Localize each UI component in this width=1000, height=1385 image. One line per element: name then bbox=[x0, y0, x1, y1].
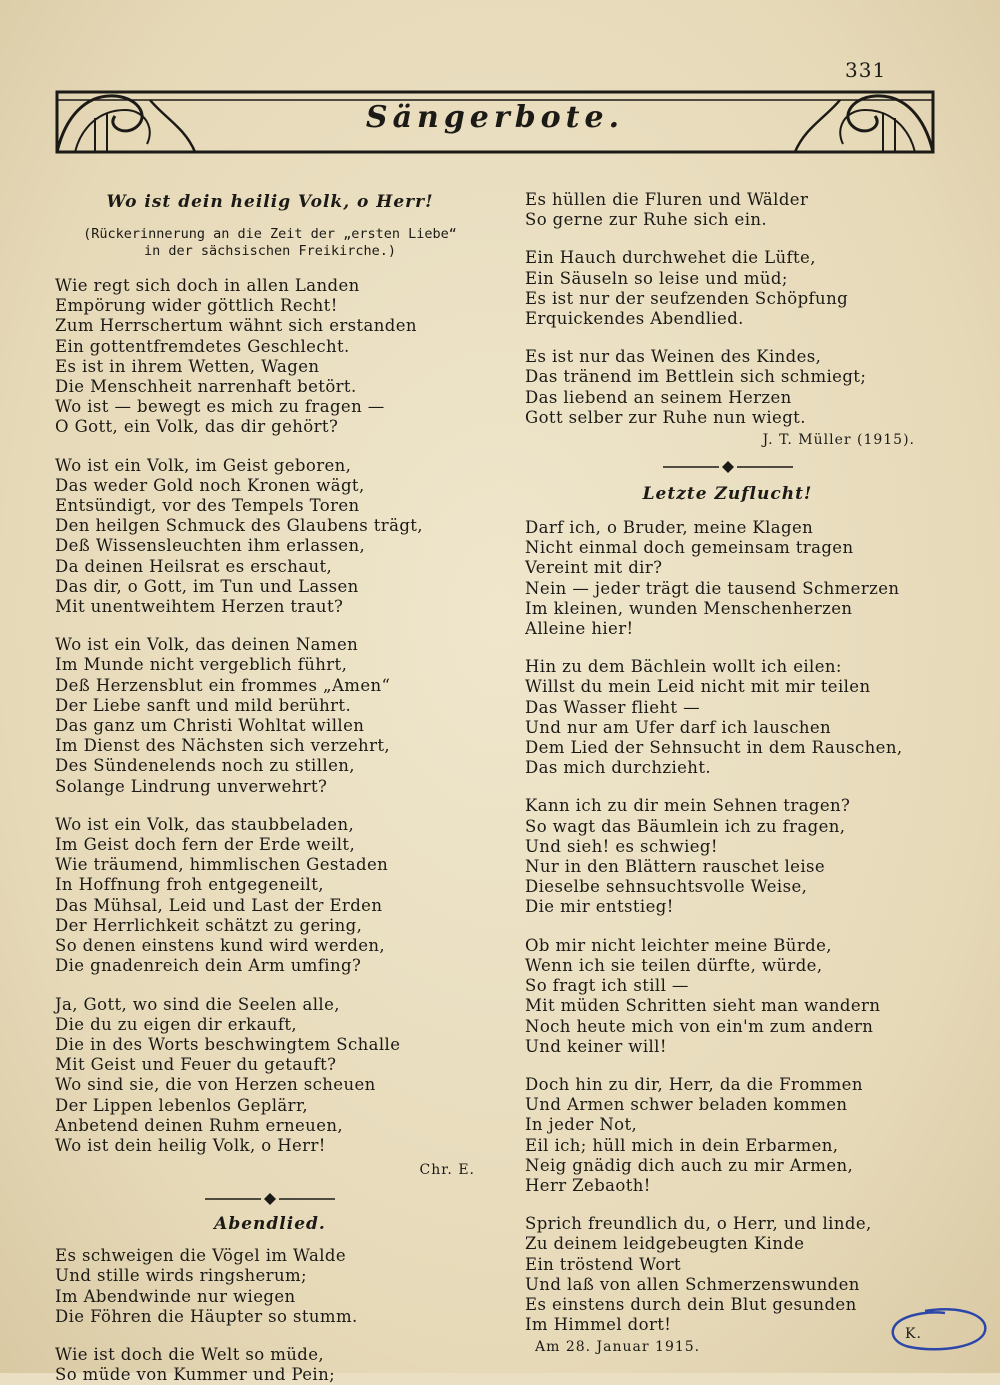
verse-line: Doch hin zu dir, Herr, da die Frommen bbox=[525, 1074, 863, 1094]
verse-line: Ein Hauch durchwehet die Lüfte, bbox=[525, 248, 816, 268]
verse-line: Wo ist — bewegt es mich zu fragen — bbox=[55, 397, 385, 417]
masthead-banner bbox=[55, 88, 935, 156]
verse-line: Es hüllen die Fluren und Wälder bbox=[525, 190, 809, 209]
stanza bbox=[525, 347, 930, 428]
verse-line: Deß Wissensleuchten ihm erlassen, bbox=[55, 536, 366, 556]
verse-line: Im Himmel dort! bbox=[525, 1315, 672, 1335]
verse-line: Sprich freundlich du, o Herr, und linde, bbox=[525, 1214, 872, 1234]
verse-line: Die in des Worts beschwingtem Schalle bbox=[55, 1034, 401, 1054]
verse-line: Der Herrlichkeit schätzt zu gering, bbox=[55, 915, 363, 935]
stanza bbox=[55, 276, 485, 438]
verse-line: Wo ist ein Volk, das deinen Namen bbox=[55, 635, 359, 655]
verse-line: Willst du mein Leid nicht mit mir teilen bbox=[525, 677, 871, 697]
verse-line: Den heilgen Schmuck des Glaubens trägt, bbox=[55, 516, 423, 536]
verse-line: Und laß von allen Schmerzenswunden bbox=[525, 1274, 860, 1294]
verse-line: Gott selber zur Ruhe nun wiegt. bbox=[525, 407, 806, 427]
stanza bbox=[525, 796, 930, 917]
verse-line: Noch heute mich von ein'm zum andern bbox=[525, 1016, 874, 1036]
verse-line: Nein — jeder trägt die tausend Schmerzen bbox=[525, 578, 900, 598]
poem-body bbox=[55, 1246, 485, 1385]
author-initial-mark bbox=[885, 1305, 990, 1355]
stanza bbox=[525, 657, 930, 778]
verse-line: Eil ich; hüll mich in dein Erbarmen, bbox=[525, 1135, 839, 1155]
verse-line: Zum Herrschertum wähnt sich erstanden bbox=[55, 316, 417, 336]
verse-line: Und nur am Ufer darf ich lauschen bbox=[525, 717, 832, 737]
verse-line: Die du zu eigen dir erkauft, bbox=[55, 1014, 298, 1034]
verse-line: So gerne zur Ruhe sich ein. bbox=[525, 210, 768, 230]
verse-line: Und stille wirds ringsherum; bbox=[55, 1266, 307, 1286]
poem-title: Wo ist dein heilig Volk, o Herr! bbox=[106, 192, 434, 212]
left-column bbox=[55, 180, 485, 1385]
verse-line: Da deinen Heilsrat es erschaut, bbox=[55, 556, 333, 576]
verse-line: Wenn ich sie teilen dürfte, würde, bbox=[525, 955, 823, 975]
verse-line: O Gott, ein Volk, das dir gehört? bbox=[55, 417, 339, 437]
stanza bbox=[525, 1075, 930, 1196]
stanza bbox=[55, 995, 485, 1157]
verse-line: Das Wasser flieht — bbox=[525, 697, 701, 717]
divider-ornament bbox=[663, 460, 793, 474]
section-divider bbox=[55, 1192, 485, 1206]
verse-line: Der Liebe sanft und mild berührt. bbox=[55, 695, 352, 715]
verse-line: Ein Säuseln so leise und müd; bbox=[525, 268, 788, 288]
verse-line: Des Sündenelends noch zu stillen, bbox=[55, 756, 355, 776]
verse-line: Mit unentweihtem Herzen traut? bbox=[55, 597, 344, 617]
verse-line: Das ganz um Christi Wohltat willen bbox=[55, 716, 365, 736]
verse-line: So wagt das Bäumlein ich zu fragen, bbox=[525, 816, 846, 836]
verse-line: Dieselbe sehnsuchtsvolle Weise, bbox=[525, 877, 808, 897]
divider-ornament bbox=[205, 1192, 335, 1206]
verse-line: Solange Lindrung unverwehrt? bbox=[55, 776, 328, 796]
verse-line: Herr Zebaoth! bbox=[525, 1175, 651, 1195]
verse-line: Das dir, o Gott, im Tun und Lassen bbox=[55, 576, 359, 596]
right-column bbox=[525, 180, 930, 1355]
verse-line: Die mir entstieg! bbox=[525, 897, 674, 917]
verse-line: Nicht einmal doch gemeinsam tragen bbox=[525, 538, 854, 558]
verse-line: Ein tröstend Wort bbox=[525, 1254, 682, 1274]
verse-line: So denen einstens kund wird werden, bbox=[55, 936, 386, 956]
verse-line: In Hoffnung froh entgegeneilt, bbox=[55, 875, 324, 895]
verse-line: Es einstens durch dein Blut gesunden bbox=[525, 1294, 857, 1314]
masthead-title: Sängerbote. bbox=[365, 100, 625, 135]
verse-line: Das weder Gold noch Kronen wägt, bbox=[55, 475, 365, 495]
verse-line: Wie ist doch die Welt so müde, bbox=[55, 1344, 325, 1364]
verse-line: Neig gnädig dich auch zu mir Armen, bbox=[525, 1155, 854, 1175]
verse-line: Es ist in ihrem Wetten, Wagen bbox=[55, 356, 320, 376]
verse-line: Und keiner will! bbox=[525, 1036, 667, 1056]
pen-circle bbox=[885, 1305, 990, 1355]
poem-body bbox=[525, 190, 930, 428]
stanza bbox=[55, 635, 485, 797]
subtitle-line: in der sächsischen Freikirche.) bbox=[144, 243, 396, 259]
verse-line: Zu deinem leidgebeugten Kinde bbox=[525, 1234, 805, 1254]
verse-line: Kann ich zu dir mein Sehnen tragen? bbox=[525, 796, 851, 816]
poem-dateline: Am 28. Januar 1915. bbox=[535, 1339, 701, 1356]
verse-line: Es schweigen die Vögel im Walde bbox=[55, 1246, 347, 1266]
verse-line: Wo ist dein heilig Volk, o Herr! bbox=[55, 1135, 326, 1155]
verse-line: Es ist nur das Weinen des Kindes, bbox=[525, 347, 822, 367]
verse-line: Und sieh! es schwieg! bbox=[525, 836, 718, 856]
verse-line: Wo sind sie, die von Herzen scheuen bbox=[55, 1075, 376, 1095]
verse-line: In jeder Not, bbox=[525, 1115, 638, 1135]
verse-line: Ja, Gott, wo sind die Seelen alle, bbox=[55, 994, 340, 1014]
poem-title: Abendlied. bbox=[214, 1214, 326, 1235]
verse-line: Alleine hier! bbox=[525, 619, 634, 639]
verse-line: So müde von Kummer und Pein; bbox=[55, 1365, 336, 1385]
verse-line: Empörung wider göttlich Recht! bbox=[55, 296, 338, 316]
stanza bbox=[55, 1246, 485, 1327]
verse-line: Entsündigt, vor des Tempels Toren bbox=[55, 496, 360, 516]
verse-line: Das Mühsal, Leid und Last der Erden bbox=[55, 895, 383, 915]
poem-body bbox=[525, 518, 930, 1335]
stanza bbox=[55, 456, 485, 618]
verse-line: Im Dienst des Nächsten sich verzehrt, bbox=[55, 736, 391, 756]
verse-line: Es ist nur der seufzenden Schöpfung bbox=[525, 288, 849, 308]
verse-line: Mit müden Schritten sieht man wandern bbox=[525, 996, 881, 1016]
verse-line: Wie regt sich doch in allen Landen bbox=[55, 276, 360, 295]
verse-line: Ein gottentfremdetes Geschlecht. bbox=[55, 336, 350, 356]
stanza bbox=[525, 248, 930, 329]
verse-line: Anbetend deinen Ruhm erneuen, bbox=[55, 1115, 344, 1135]
poem-title: Letzte Zuflucht! bbox=[642, 484, 813, 505]
verse-line: Wo ist ein Volk, im Geist geboren, bbox=[55, 455, 352, 475]
verse-line: Ob mir nicht leichter meine Bürde, bbox=[525, 935, 832, 955]
stanza bbox=[55, 815, 485, 977]
verse-line: Die Föhren die Häupter so stumm. bbox=[55, 1306, 358, 1326]
verse-line: Dem Lied der Sehnsucht in dem Rauschen, bbox=[525, 738, 903, 758]
verse-line: Im Geist doch fern der Erde weilt, bbox=[55, 835, 356, 855]
verse-line: Die Menschheit narrenhaft betört. bbox=[55, 377, 357, 397]
verse-line: Wo ist ein Volk, das staubbeladen, bbox=[55, 814, 355, 834]
stanza bbox=[525, 190, 930, 230]
verse-line: Das tränend im Bettlein sich schmiegt; bbox=[525, 367, 867, 387]
verse-line: Die gnadenreich dein Arm umfing? bbox=[55, 956, 362, 976]
verse-line: Darf ich, o Bruder, meine Klagen bbox=[525, 518, 814, 538]
verse-line: So fragt ich still — bbox=[525, 976, 689, 996]
page-number: 331 bbox=[845, 58, 887, 82]
poem-signature: J. T. Müller (1915). bbox=[762, 432, 915, 449]
verse-line: Der Lippen lebenlos Geplärr, bbox=[55, 1095, 309, 1115]
stanza bbox=[525, 1214, 930, 1335]
verse-line: Erquickendes Abendlied. bbox=[525, 309, 744, 329]
stanza bbox=[525, 936, 930, 1057]
verse-line: Das liebend an seinem Herzen bbox=[525, 387, 792, 407]
poem-signature: Chr. E. bbox=[419, 1162, 475, 1179]
author-initial: K. bbox=[905, 1326, 922, 1342]
verse-line: Vereint mit dir? bbox=[525, 558, 663, 578]
poem-subtitle bbox=[55, 226, 485, 260]
verse-line: Wie träumend, himmlischen Gestaden bbox=[55, 855, 389, 875]
verse-line: Nur in den Blättern rauschet leise bbox=[525, 857, 826, 877]
verse-line: Mit Geist und Feuer du getauft? bbox=[55, 1055, 337, 1075]
poem-body bbox=[55, 276, 485, 1156]
subtitle-line: (Rückerinnerung an die Zeit der „ersten Liebe“ bbox=[83, 226, 457, 242]
section-divider bbox=[525, 460, 930, 474]
stanza bbox=[525, 518, 930, 639]
verse-line: Im Munde nicht vergeblich führt, bbox=[55, 655, 348, 675]
verse-line: Das mich durchzieht. bbox=[525, 758, 711, 778]
stanza bbox=[55, 1345, 485, 1385]
verse-line: Deß Herzensblut ein frommes „Amen“ bbox=[55, 675, 391, 695]
verse-line: Hin zu dem Bächlein wollt ich eilen: bbox=[525, 657, 842, 677]
verse-line: Im Abendwinde nur wiegen bbox=[55, 1286, 296, 1306]
verse-line: Und Armen schwer beladen kommen bbox=[525, 1095, 848, 1115]
verse-line: Im kleinen, wunden Menschenherzen bbox=[525, 598, 853, 618]
